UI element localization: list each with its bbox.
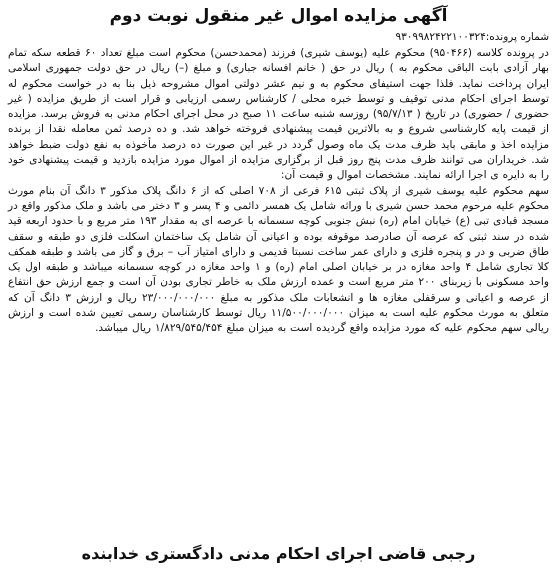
notice-title: آگهی مزایده اموال غیر منقول نوبت دوم xyxy=(109,6,448,26)
case-number: شماره پرونده:۹۳۰۹۹۸۲۴۲۲۱۰۰۳۲۴ xyxy=(395,31,549,43)
judge-signature-line: رجبی قاضی اجرای احکام مدنی دادگستری خدابنده xyxy=(81,544,476,563)
notice-paragraph-2: سهم محکوم علیه یوسف شیری از پلاک ثبتی ۶۱۵ فرعی از ۷۰۸ اصلی که از ۶ دانگ پلاک مذکور ۳ دانگ آن بنام مورث محکوم علیه مرحوم محمد حسن شیری با وراثه شامل یک همسر دائمی و ۴ پسر و ۳ دختر می باشد و ملک مذکور واقع در مسجد قبادی تبی (ع) خیابان امام (ره) نبش جنوبی کوچه سسمانه با عرصه ای به مقدار ۱۹۳ متر مربع و با حدود اربعه قید شده در سند ثبتی که عرصه آن صادرصد موقوفه بوده و اعیانی آن شامل یک ساختمان اسکلت فلزی دو طبقه و سقف طاق ضربی و در و پنجره فلزی و دارای عمر ساخت نسبتا قدیمی و دارای امتیاز آب – برق و گاز می باشد و طبقه همکف کلا تجاری شامل ۴ واحد مغازه در بر خیابان اصلی امام (ره) و ۱ واحد مغازه در کوچه سسمانه میباشد و طبقه اول یک واحد مسکونی با زیربنای ۲۰۰ متر مربع است و عمده ارزش ملک به خاطر تجاری بودن آن است و جمع ارزش حق انتفاع از عرصه و اعیانی و سرقفلی مغازه ها و انشعابات ملک مذکور به مبلغ ۲۳/۰۰۰/۰۰۰/۰۰۰ ریال و ارزش ۳ دانگ آن که متعلق به مورث محکوم علیه است به میزان ۱۱/۵۰۰/۰۰۰/۰۰۰ ریال توسط کارشناسان رسمی تعیین شده است و ارزش ریالی سهم محکوم علیه که مورد مزایده واقع گردیده است به میزان مبلغ ۱/۸۲۹/۵۴۵/۴۵۴ ریال میباشد. xyxy=(8,184,550,335)
notice-body xyxy=(8,46,549,337)
notice-paragraph-1: در پرونده کلاسه (۹۵۰۴۶۶) محکوم علیه (یوسف شیری) فرزند (محمدحسن) محکوم است مبلغ تعداد ۶۰ قطعه سکه تمام بهار آزادی بابت الباقی محکوم به ) ریال در حق ( خانم افسانه جباری) و مبلغ (–) ریال در حق دولت جمهوری اسلامی ایران پرداخت نماید. فلذا جهت استیفای محکوم به و نیم عشر دولتی اموال مشروحه ذیل بنا به در خواست محکوم له توسط اجرای احکام مدنی توقیف و توسط خبره محلی / کارشناس رسمی ارزیابی و قرار است از طریق مزایده ( غیر حضوری / حضوری) در تاریخ ( ۹۵/۷/۱۳) روزسه شنبه ساعت ۱۱ صبح در محل اجرای احکام مدنی به فروش برسد. مزایده از قیمت پایه کارشناسی شروع و به بالاترین قیمت پیشنهادی فروخته خواهد شد. و ده درصد ثمن معامله نقدا از برنده مزایده اخذ و مابقی باید ظرف مدت یک ماه وصول گردد در غیر این صورت ده درصد مأخوذه به نفع دولت ضبط خواهد شد. خریداران می توانند ظرف مدت پنج روز قبل از برگزاری مزایده از اموال مورد مزایده بازدید و قیمت پیشنهادی خود را به دایره ی اجرا ارائه نمایند. مشخصات اموال و قیمت آن: xyxy=(8,47,549,182)
auction-notice xyxy=(8,5,549,569)
